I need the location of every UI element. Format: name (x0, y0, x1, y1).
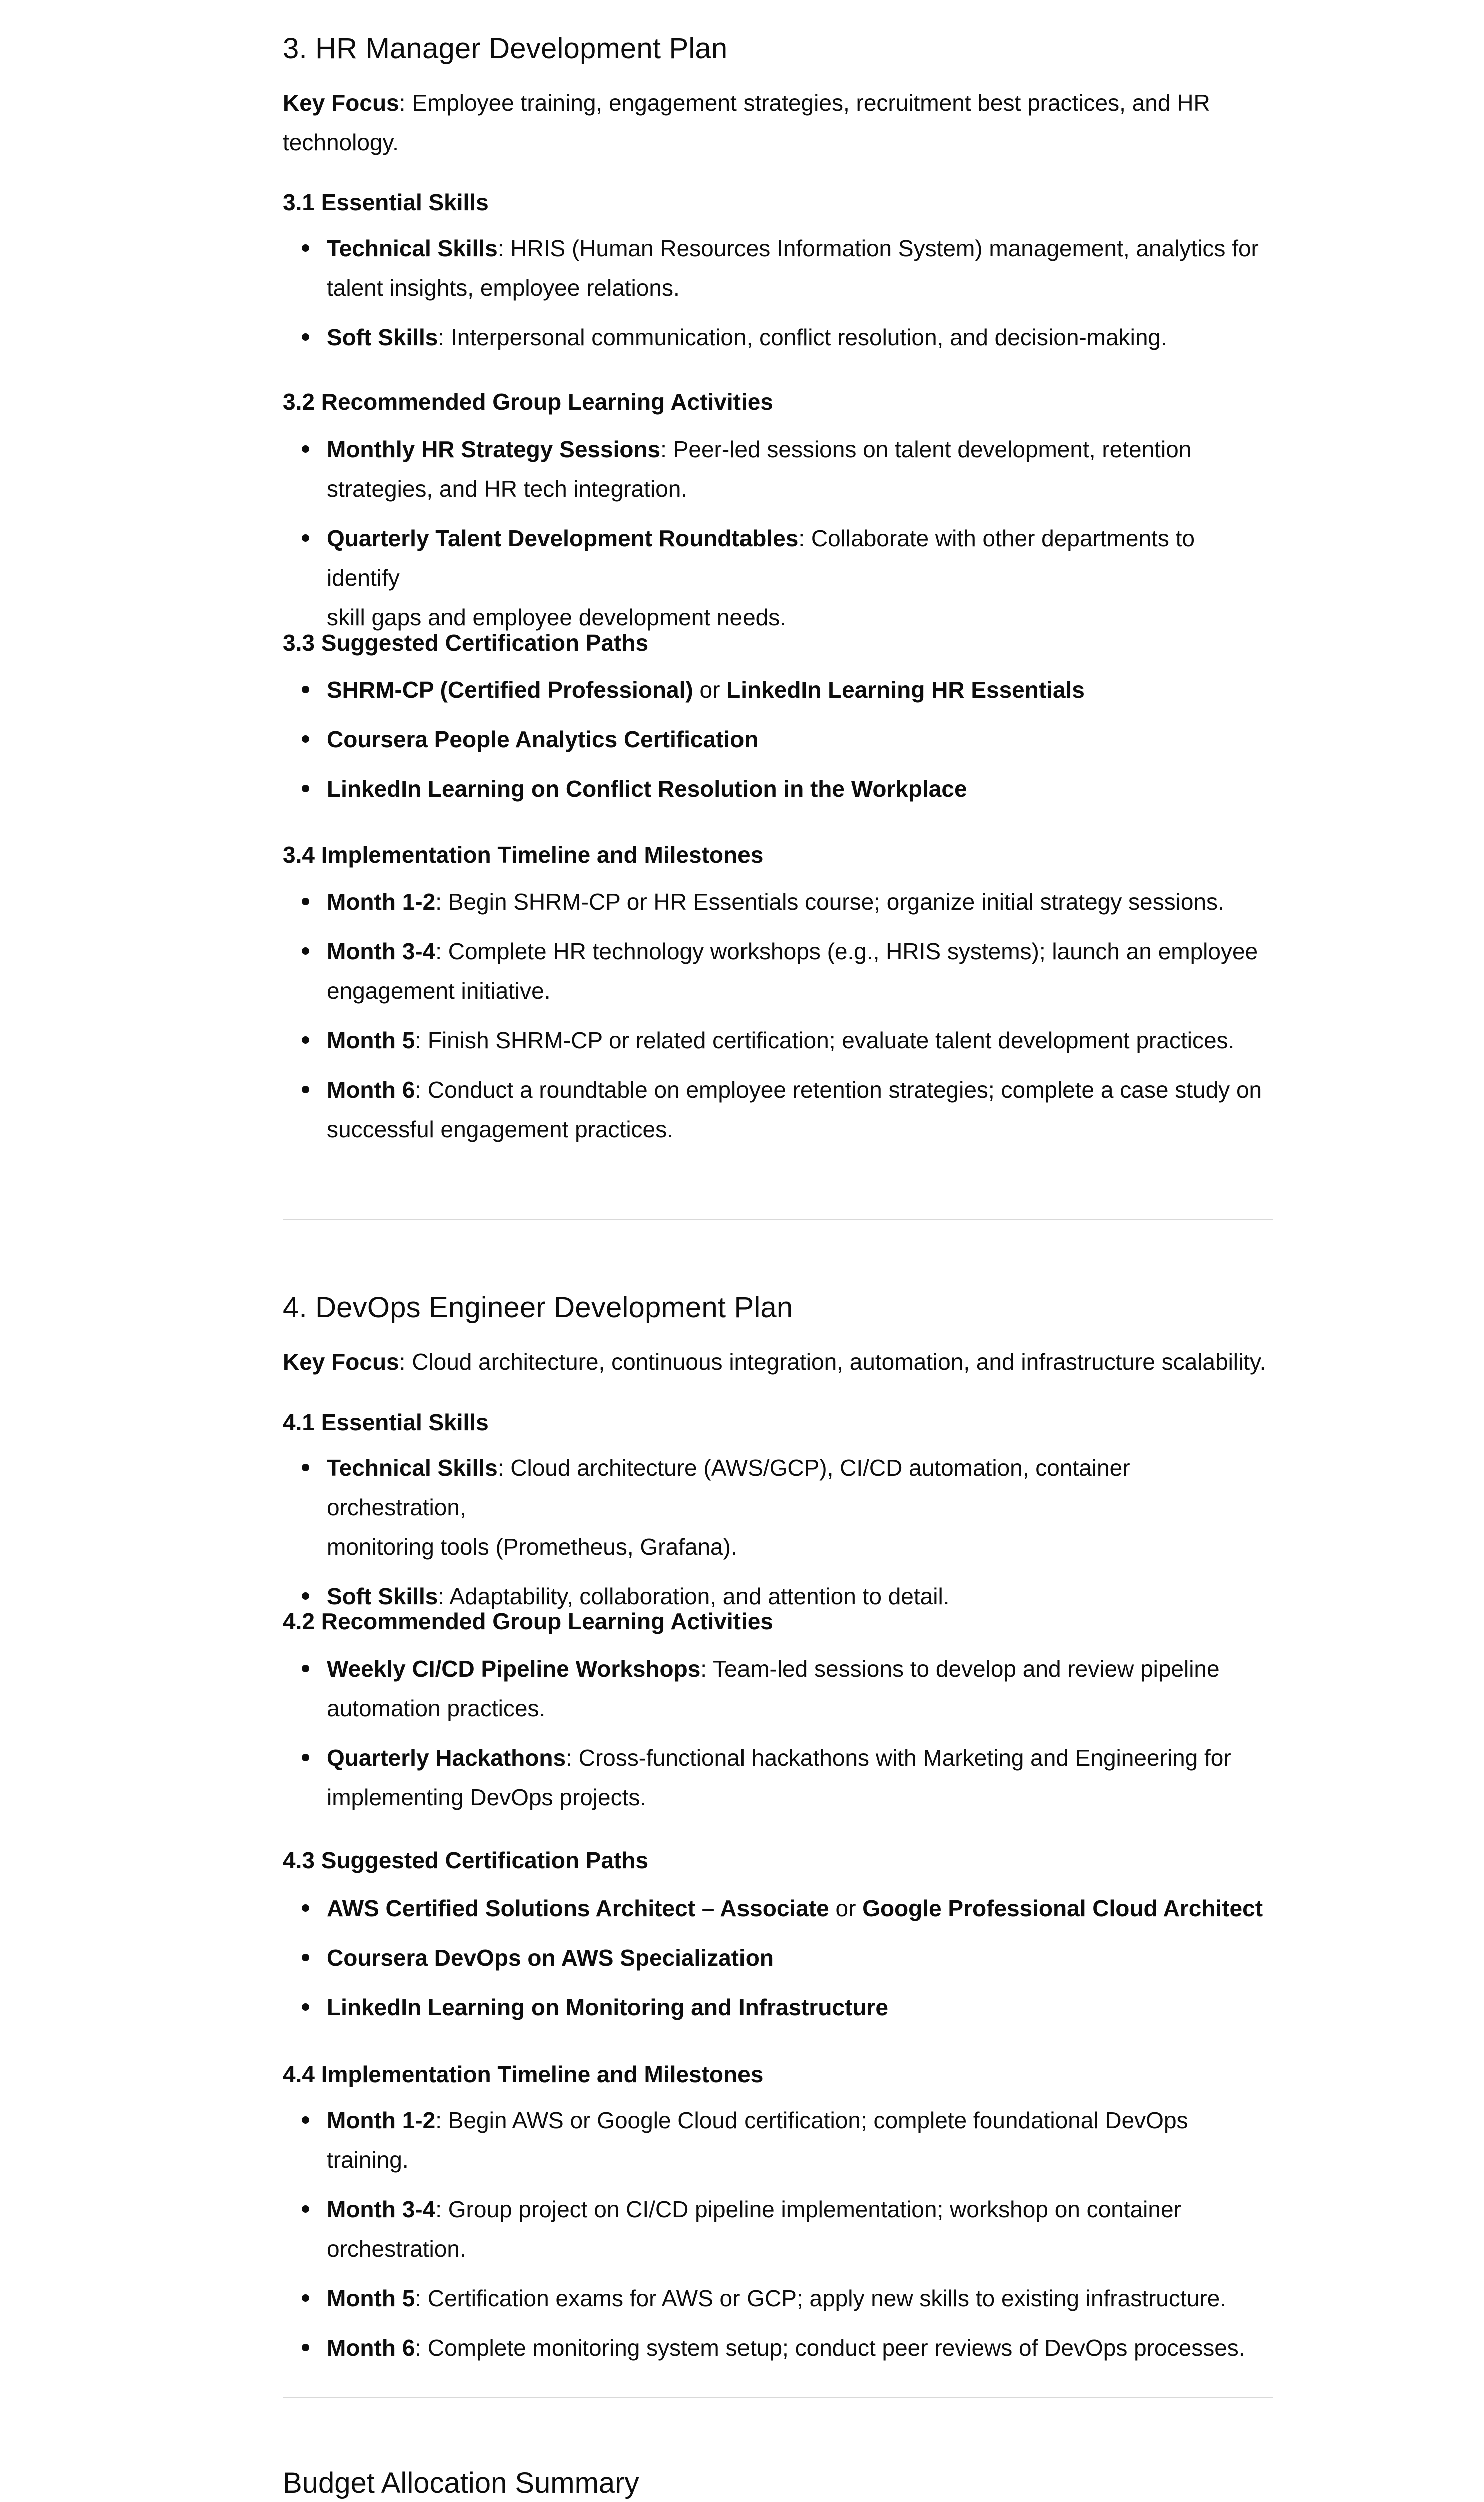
item-label: LinkedIn Learning on Conflict Resolution in the Workplace (327, 776, 967, 802)
list-item (283, 769, 1273, 809)
item-label: Quarterly Talent Development Roundtables (327, 525, 799, 551)
bullet-icon (302, 2003, 309, 2011)
list-item (283, 720, 1273, 759)
item-text: : Certification exams for AWS or GCP; apply new skills to existing infrastructure. (415, 2285, 1226, 2311)
devops-essential-skills-list (283, 1448, 1273, 1616)
devops-certifications-list (283, 1889, 1273, 2027)
list-item (283, 430, 1273, 509)
hr-group-learning-list (283, 430, 1273, 638)
devops-timeline-heading: 4.4 Implementation Timeline and Milestones (283, 2061, 764, 2087)
section-divider (283, 1219, 1273, 1220)
list-item (283, 519, 1273, 638)
item-label: LinkedIn Learning HR Essentials (726, 677, 1085, 703)
list-item (283, 1070, 1273, 1149)
item-label: Google Professional Cloud Architect (862, 1895, 1263, 1921)
item-text: skill gaps and employee development needs. (327, 604, 787, 631)
item-label: Technical Skills (327, 1455, 498, 1481)
hr-group-learning-heading: 3.2 Recommended Group Learning Activities (283, 389, 773, 415)
hr-key-focus-label: Key Focus (283, 90, 399, 116)
devops-plan-heading: 4. DevOps Engineer Development Plan (283, 1291, 793, 1324)
devops-key-focus-label: Key Focus (283, 1349, 399, 1375)
list-item (283, 1889, 1273, 1928)
hr-timeline-heading: 3.4 Implementation Timeline and Milestones (283, 842, 764, 868)
item-text: : HRIS (Human Resources Information System) management, analytics for (497, 235, 1259, 261)
item-text: implementing DevOps projects. (327, 1784, 647, 1810)
list-item (283, 2190, 1273, 2269)
list-item (283, 882, 1273, 922)
bullet-icon (302, 1954, 309, 1961)
bullet-icon (302, 1086, 309, 1093)
bullet-icon (302, 2294, 309, 2302)
item-label: Month 3-4 (327, 2196, 436, 2222)
bullet-icon (302, 333, 309, 341)
devops-group-learning-heading: 4.2 Recommended Group Learning Activities (283, 1608, 773, 1634)
item-label: Monthly HR Strategy Sessions (327, 436, 661, 462)
section-divider (283, 2397, 1273, 2398)
item-label: Month 5 (327, 2285, 415, 2311)
list-item (283, 229, 1273, 308)
item-text: successful engagement practices. (327, 1116, 673, 1142)
item-label: Month 5 (327, 1027, 415, 1053)
item-text: : Begin SHRM-CP or HR Essentials course; organize initial strategy sessions. (435, 889, 1224, 915)
item-label: Coursera DevOps on AWS Specialization (327, 1945, 774, 1971)
list-item (283, 2101, 1273, 2180)
item-label: Month 6 (327, 2335, 415, 2361)
item-label: Soft Skills (327, 324, 438, 350)
list-item (283, 1938, 1273, 1978)
item-text: : Interpersonal communication, conflict resolution, and decision-making. (438, 324, 1167, 350)
devops-essential-skills-heading: 4.1 Essential Skills (283, 1409, 489, 1435)
item-text: : Collaborate with other departments to identify (327, 525, 1195, 591)
item-text: : Peer-led sessions on talent development, retention (660, 436, 1192, 462)
bullet-icon (302, 898, 309, 905)
devops-key-focus (283, 1342, 1273, 1382)
item-text: : Cloud architecture (AWS/GCP), CI/CD automation, container orchestration, (327, 1455, 1130, 1520)
item-text: automation practices. (327, 1695, 546, 1721)
item-text: monitoring tools (Prometheus, Grafana). (327, 1534, 737, 1560)
item-label: Coursera People Analytics Certification (327, 726, 759, 752)
list-item (283, 1988, 1273, 2027)
devops-key-focus-text: : Cloud architecture, continuous integration, automation, and infrastructure scalability. (399, 1349, 1266, 1375)
bullet-icon (302, 1754, 309, 1761)
item-text: : Complete HR technology workshops (e.g., HRIS systems); launch an employee (435, 938, 1258, 964)
bullet-icon (302, 2344, 309, 2351)
devops-certifications-heading: 4.3 Suggested Certification Paths (283, 1847, 649, 1873)
item-text: engagement initiative. (327, 978, 551, 1004)
item-label: Technical Skills (327, 235, 498, 261)
list-item (283, 1448, 1273, 1567)
bullet-icon (302, 1464, 309, 1471)
item-text: : Team-led sessions to develop and review pipeline (700, 1656, 1220, 1682)
hr-essential-skills-heading: 3.1 Essential Skills (283, 189, 489, 215)
item-text: : Cross-functional hackathons with Marketing and Engineering for (566, 1745, 1231, 1771)
item-label: Month 6 (327, 1077, 415, 1103)
item-text: : Group project on CI/CD pipeline implementation; workshop on container (435, 2196, 1181, 2222)
bullet-icon (302, 2205, 309, 2213)
item-text: strategies, and HR tech integration. (327, 476, 688, 502)
bullet-icon (302, 534, 309, 542)
bullet-icon (302, 244, 309, 252)
hr-key-focus-text: : Employee training, engagement strategies, recruitment best practices, and HR (399, 90, 1210, 116)
item-text: : Complete monitoring system setup; conduct peer reviews of DevOps processes. (415, 2335, 1245, 2361)
item-label: SHRM-CP (Certified Professional) (327, 677, 693, 703)
list-item (283, 1021, 1273, 1060)
item-text: : Begin AWS or Google Cloud certification; complete foundational DevOps training. (327, 2107, 1188, 2173)
bullet-icon (302, 1036, 309, 1044)
hr-certifications-list (283, 670, 1273, 809)
bullet-icon (302, 1592, 309, 1600)
bullet-icon (302, 445, 309, 453)
item-label: Quarterly Hackathons (327, 1745, 566, 1771)
bullet-icon (302, 735, 309, 743)
budget-heading: Budget Allocation Summary (283, 2467, 639, 2499)
item-label: AWS Certified Solutions Architect – Associate (327, 1895, 829, 1921)
item-label: Month 1-2 (327, 2107, 436, 2133)
list-item (283, 932, 1273, 1011)
bullet-icon (302, 947, 309, 955)
item-label: LinkedIn Learning on Monitoring and Infrastructure (327, 1994, 888, 2020)
item-text: orchestration. (327, 2236, 466, 2262)
bullet-icon (302, 2116, 309, 2124)
item-label: Month 3-4 (327, 938, 436, 964)
list-item (283, 318, 1273, 357)
item-text: talent insights, employee relations. (327, 275, 680, 301)
item-text: or (829, 1895, 863, 1921)
list-item (283, 2279, 1273, 2318)
list-item (283, 1649, 1273, 1728)
list-item (283, 2328, 1273, 2368)
list-item (283, 1738, 1273, 1817)
hr-timeline-list (283, 882, 1273, 1149)
hr-key-focus-text-2: technology. (283, 129, 399, 155)
hr-certifications-heading: 3.3 Suggested Certification Paths (283, 630, 649, 656)
bullet-icon (302, 1665, 309, 1672)
bullet-icon (302, 1904, 309, 1912)
item-label: Month 1-2 (327, 889, 436, 915)
bullet-icon (302, 785, 309, 792)
hr-essential-skills-list (283, 229, 1273, 357)
list-item (283, 670, 1273, 710)
item-text: : Finish SHRM-CP or related certification; evaluate talent development practices. (415, 1027, 1235, 1053)
item-text: or (693, 677, 727, 703)
devops-timeline-list (283, 2101, 1273, 2368)
devops-group-learning-list (283, 1649, 1273, 1817)
hr-plan-heading: 3. HR Manager Development Plan (283, 32, 728, 65)
item-label: Weekly CI/CD Pipeline Workshops (327, 1656, 701, 1682)
bullet-icon (302, 686, 309, 693)
hr-key-focus (283, 83, 1273, 162)
item-label: Soft Skills (327, 1583, 438, 1609)
item-text: : Conduct a roundtable on employee retention strategies; complete a case study on (415, 1077, 1262, 1103)
item-text: : Adaptability, collaboration, and attention to detail. (438, 1583, 950, 1609)
